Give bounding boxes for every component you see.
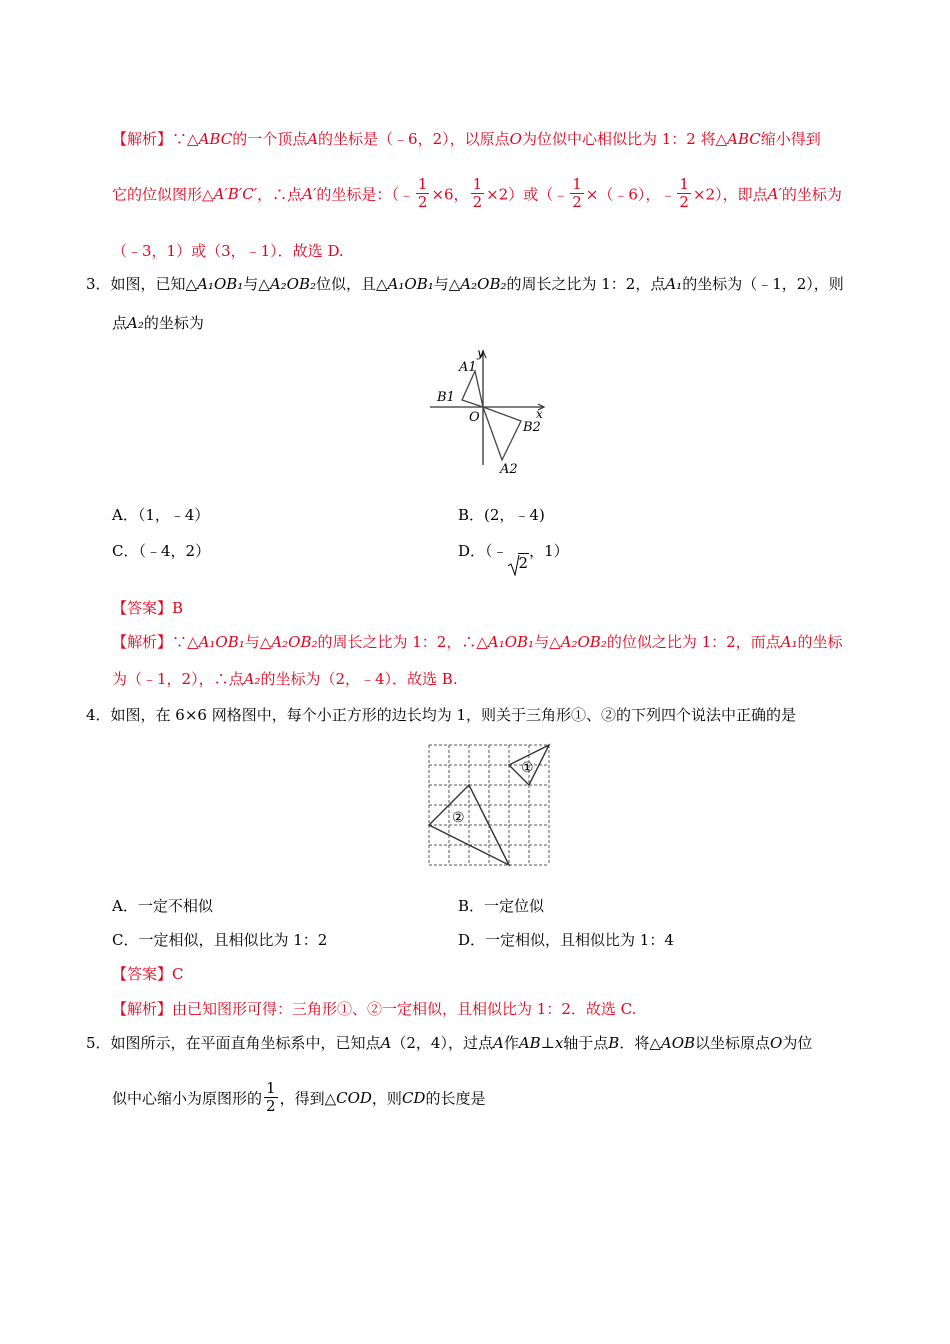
q3-option-a: A．（1，﹣4） (112, 506, 210, 524)
q4-grid-figure (424, 742, 554, 868)
q4-option-c: C．一定相似，且相似比为 1：2 (112, 931, 328, 949)
y-label: y (477, 346, 484, 360)
fraction-half: $\frac{1}{2}$ (472, 175, 483, 212)
fraction-half: $\frac{1}{2}$ (572, 175, 582, 212)
triangle-2-label: ② (452, 810, 465, 826)
triangle-a2ob2 (483, 407, 521, 460)
q5-stem-line1: 5．如图所示，在平面直角坐标系中，已知点A（2，4），过点A作AB⊥x轴于点B．将△AOB以坐标原点O为位 (86, 1034, 813, 1052)
q3-answer: 【答案】B (112, 599, 184, 617)
a1-label: A1 (459, 360, 477, 375)
q3-option-d: D．（﹣ 2，1） (458, 540, 569, 561)
triangle-a1ob1 (462, 371, 483, 407)
q4-answer: 【答案】C (112, 965, 184, 983)
q4-option-d: D．一定相似，且相似比为 1：4 (458, 931, 674, 949)
q4-stem: 4．如图，在 6×6 网格图中，每个小正方形的边长均为 1，则关于三角形①、②的下列四个说法中正确的是 (86, 706, 797, 724)
sqrt-symbol: 2 (508, 554, 530, 572)
a2-label: A2 (500, 462, 518, 477)
q3-option-c: C．（﹣4，2） (112, 542, 211, 560)
q3-stem-line1: 3．如图，已知△A₁OB₁与△A₂OB₂位似，且△A₁OB₁与△A₂OB₂的周长之比为 1：2，点A₁的坐标为（﹣1，2），则 (86, 275, 844, 293)
fraction-half: $\frac{1}{2}$ (417, 175, 428, 212)
q3-figure (425, 343, 555, 478)
q4-option-a: A．一定不相似 (112, 897, 213, 915)
b2-label: B2 (523, 420, 541, 435)
x-label: x (536, 407, 543, 421)
origin-label: O (469, 410, 480, 425)
q2-analysis-line1: 【解析】∵△ABC的一个顶点A的坐标是（﹣6，2），以原点O为位似中心相似比为 1：2 将△ABC缩小得到 (112, 130, 821, 148)
q4-option-b: B．一定位似 (458, 897, 545, 915)
triangle-1-label: ① (521, 760, 534, 776)
q3-stem-line2: 点A₂的坐标为 (112, 314, 204, 332)
fraction-half: $\frac{1}{2}$ (679, 175, 689, 212)
fraction-half: $\frac{1}{2}$ (266, 1079, 276, 1116)
q3-analysis-line2: 为（﹣1，2），∴点A₂的坐标为（2，﹣4）．故选 B. (112, 670, 458, 688)
q2-analysis-line3: （﹣3，1）或（3，﹣1）．故选 D. (112, 242, 344, 260)
q5-stem-line2: 似中心缩小为原图形的 $\frac{1}{2}$ ，得到△COD，则CD的长度是 (112, 1079, 486, 1116)
q4-analysis: 【解析】由已知图形可得：三角形①、②一定相似，且相似比为 1：2．故选 C. (112, 1000, 637, 1018)
q3-analysis-line1: 【解析】∵△A₁OB₁与△A₂OB₂的周长之比为 1：2，∴△A₁OB₁与△A₂OB₂的位似之比为 1：2，而点A₁的坐标 (112, 633, 843, 651)
b1-label: B1 (437, 390, 455, 405)
q2-analysis-line2: 它的位似图形△A′B′C′，∴点A′的坐标是：（﹣ $\frac{1}{2}$ ×6， $\frac{1}{2}$ ×2）或（﹣ $\frac{1}{2}$ ×（﹣6），﹣ $\frac{1}{2}$ ×2），即点A′的坐标为 (112, 175, 842, 212)
q3-option-b: B．(2，﹣4) (458, 506, 545, 524)
